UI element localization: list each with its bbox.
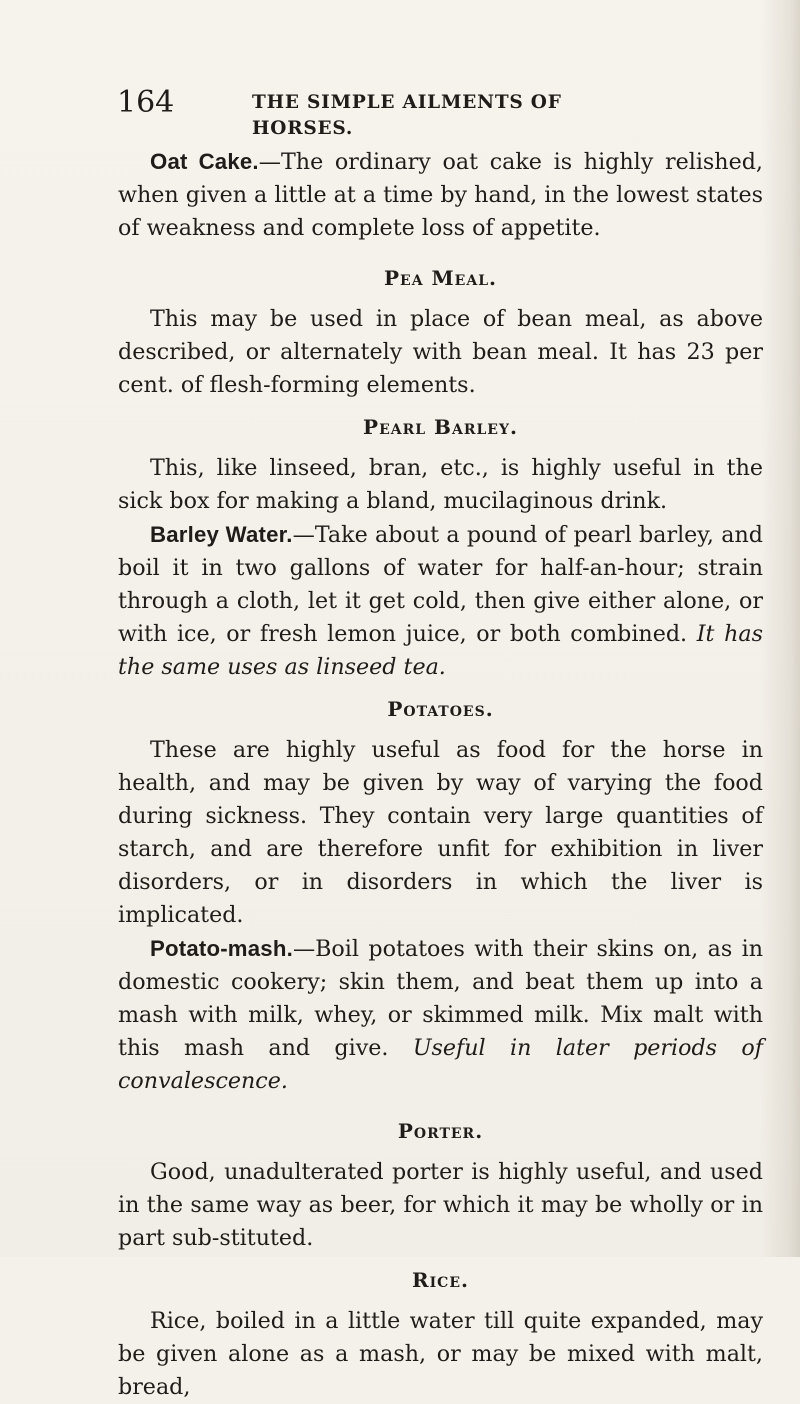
page-header [117, 85, 637, 139]
spacer [118, 726, 763, 734]
oat-cake-lead: Oat Cake. [150, 149, 259, 174]
potatoes-heading: Potatoes. [387, 697, 494, 721]
barley-water-italic: It has the same uses as linseed tea. [118, 621, 763, 680]
page-number: 164 [117, 85, 175, 120]
spacer [118, 684, 763, 692]
potato-mash-italic: Useful in later periods of convalescence. [118, 1035, 763, 1094]
pea-meal-heading: Pea Meal. [383, 266, 497, 290]
potato-mash-text: —Boil potatoes with their skins on, as in domestic cookery; skin them, and beat them up into a mash with milk, whey, or skimmed milk. Mix malt with this mash and give. [118, 936, 763, 1061]
barley-water-text: —Take about a pound of pearl barley, and boil it in two gallons of water for half-an-hour; strain through a cloth, let it get cold, then give either alone, or with ice, or fresh lemon juice, or both combined. [118, 522, 763, 647]
pearl-barley-paragraph: This, like linseed, bran, etc., is highly useful in the sick box for making a bland, mucilaginous drink. [118, 455, 763, 514]
running-head: THE SIMPLE AILMENTS OF HORSES. [252, 92, 562, 139]
pea-meal-paragraph: This may be used in place of bean meal, as above described, or alternately with bean meal. It has 23 per cent. of flesh-forming elements. [118, 306, 763, 398]
barley-water-lead: Barley Water. [150, 522, 293, 547]
potato-mash-paragraph [118, 932, 763, 1098]
spacer [118, 402, 763, 410]
pearl-barley-heading: Pearl Barley. [363, 415, 518, 439]
rice-heading: Rice. [412, 1268, 469, 1292]
oat-cake-text: —The ordinary oat cake is highly relished, when given a little at a time by hand, in the lowest states of weakness and complete loss of appetite. [118, 149, 763, 241]
page-content [118, 145, 763, 1404]
rice-paragraph: Rice, boiled in a little water till quite expanded, may be given alone as a mash, or may be mixed with malt, bread, [118, 1308, 763, 1400]
spacer [118, 1255, 763, 1263]
porter-heading: Porter. [397, 1119, 484, 1143]
potatoes-paragraph: These are highly useful as food for the horse in health, and may be given by way of varying the food during sickness. They contain very large quantities of starch, and are therefore unfit for exhibition in liver disorders, or in disorders in which the liver is implicated. [118, 737, 763, 928]
spacer [118, 1098, 763, 1114]
potato-mash-lead: Potato-mash. [150, 936, 293, 961]
barley-water-paragraph [118, 518, 763, 684]
spacer [118, 444, 763, 452]
porter-paragraph: Good, unadulterated porter is highly useful, and used in the same way as beer, for which it may be wholly or in part sub-stituted. [118, 1159, 763, 1251]
spacer [118, 245, 763, 261]
spacer [118, 295, 763, 303]
spacer [118, 1297, 763, 1305]
oat-cake-paragraph [118, 145, 763, 245]
spacer [118, 1148, 763, 1156]
